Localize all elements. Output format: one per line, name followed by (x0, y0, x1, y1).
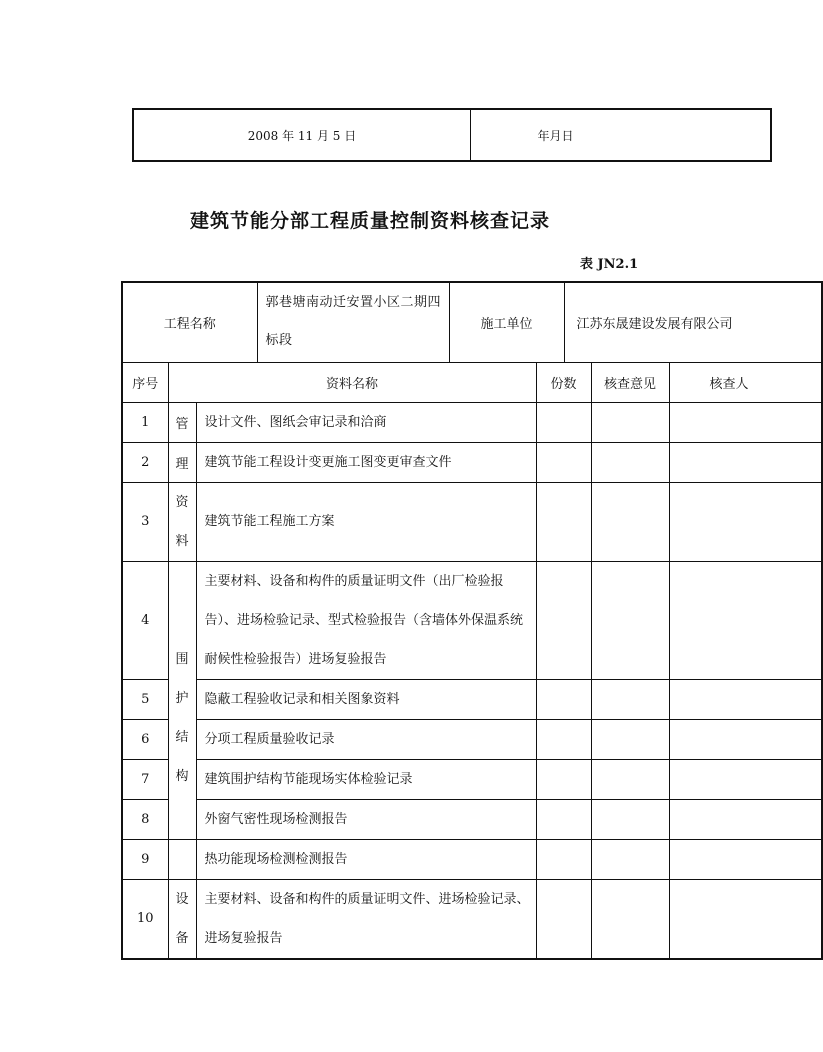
row-number: 8 (122, 799, 168, 839)
category-cell (168, 482, 196, 561)
project-name: 郭巷塘南动迁安置小区二期四标段 (257, 282, 449, 362)
row-item-name: 外窗气密性现场检测报告 (196, 799, 536, 839)
row-number: 2 (122, 442, 168, 482)
copies-cell (536, 799, 591, 839)
table-row (122, 561, 822, 679)
opinion-cell (591, 719, 669, 759)
checker-cell (669, 719, 822, 759)
col-checker: 核查人 (669, 362, 822, 402)
category-char: 结 (175, 729, 189, 745)
row-number: 6 (122, 719, 168, 759)
row-item-name: 隐蔽工程验收记录和相关图象资料 (196, 679, 536, 719)
row-item-name: 设计文件、图纸会审记录和洽商 (196, 402, 536, 442)
checker-cell (669, 442, 822, 482)
opinion-cell (591, 561, 669, 679)
copies-cell (536, 839, 591, 879)
row-number: 5 (122, 679, 168, 719)
row-item-name: 建筑围护结构节能现场实体检验记录 (196, 759, 536, 799)
checker-cell (669, 679, 822, 719)
checker-cell (669, 839, 822, 879)
col-name: 资料名称 (168, 362, 536, 402)
header-row (122, 282, 822, 362)
table-row (122, 679, 822, 719)
row-number: 4 (122, 561, 168, 679)
copies-cell (536, 759, 591, 799)
date-placeholder: 年月日 (537, 128, 574, 143)
page-title (0, 206, 744, 233)
inspection-table (121, 281, 823, 960)
unit-label: 施工单位 (449, 282, 564, 362)
category-char: 资 (175, 494, 189, 510)
copies-cell (536, 402, 591, 442)
category-char: 备 (175, 930, 189, 946)
copies-cell (536, 719, 591, 759)
opinion-cell (591, 839, 669, 879)
opinion-cell (591, 442, 669, 482)
copies-cell (536, 561, 591, 679)
row-item-name: 热功能现场检测检测报告 (196, 839, 536, 879)
row-number: 7 (122, 759, 168, 799)
row-number: 10 (122, 879, 168, 959)
row-item-name: 建筑节能工程设计变更施工图变更审查文件 (196, 442, 536, 482)
opinion-cell (591, 679, 669, 719)
opinion-cell (591, 402, 669, 442)
table-row (122, 482, 822, 561)
col-copies: 份数 (536, 362, 591, 402)
opinion-cell (591, 799, 669, 839)
category-cell-empty (168, 839, 196, 879)
row-item-name: 主要材料、设备和构件的质量证明文件、进场检验记录、进场复验报告 (196, 879, 536, 959)
row-number: 1 (122, 402, 168, 442)
table-row (122, 759, 822, 799)
row-item-name: 主要材料、设备和构件的质量证明文件（出厂检验报告）、进场检验记录、型式检验报告（含墙体外保温系统耐候性检验报告）进场复验报告 (196, 561, 536, 679)
row-item-name: 分项工程质量验收记录 (196, 719, 536, 759)
category-char: 护 (175, 690, 189, 706)
opinion-cell (591, 879, 669, 959)
table-row (122, 719, 822, 759)
category-char: 理 (168, 442, 196, 482)
row-number: 9 (122, 839, 168, 879)
category-char: 围 (175, 651, 189, 667)
table-row (122, 799, 822, 839)
checker-cell (669, 799, 822, 839)
checker-cell (669, 759, 822, 799)
copies-cell (536, 442, 591, 482)
category-cell (168, 879, 196, 959)
column-header-row (122, 362, 822, 402)
category-char: 设 (175, 891, 189, 907)
checker-cell (669, 482, 822, 561)
category-char: 管 (168, 402, 196, 442)
row-number: 3 (122, 482, 168, 561)
col-seq: 序号 (122, 362, 168, 402)
category-cell (168, 561, 196, 839)
category-char: 构 (175, 768, 189, 784)
table-row (122, 839, 822, 879)
col-opinion: 核查意见 (591, 362, 669, 402)
copies-cell (536, 482, 591, 561)
row-item-name: 建筑节能工程施工方案 (196, 482, 536, 561)
checker-cell (669, 879, 822, 959)
date-box (132, 108, 772, 162)
copies-cell (536, 879, 591, 959)
opinion-cell (591, 759, 669, 799)
checker-cell (669, 561, 822, 679)
category-char: 料 (175, 533, 189, 549)
opinion-cell (591, 482, 669, 561)
page-title-text: 建筑节能分部工程质量控制资料核查记录 (189, 210, 550, 232)
project-label: 工程名称 (122, 282, 257, 362)
table-row (122, 402, 822, 442)
table-row (122, 442, 822, 482)
signing-date: 2008 年 11 月 5 日 (134, 110, 471, 160)
form-number: 表 JN2.1 (580, 257, 639, 272)
unit-name: 江苏东晟建设发展有限公司 (564, 282, 822, 362)
table-row (122, 879, 822, 959)
checker-cell (669, 402, 822, 442)
copies-cell (536, 679, 591, 719)
